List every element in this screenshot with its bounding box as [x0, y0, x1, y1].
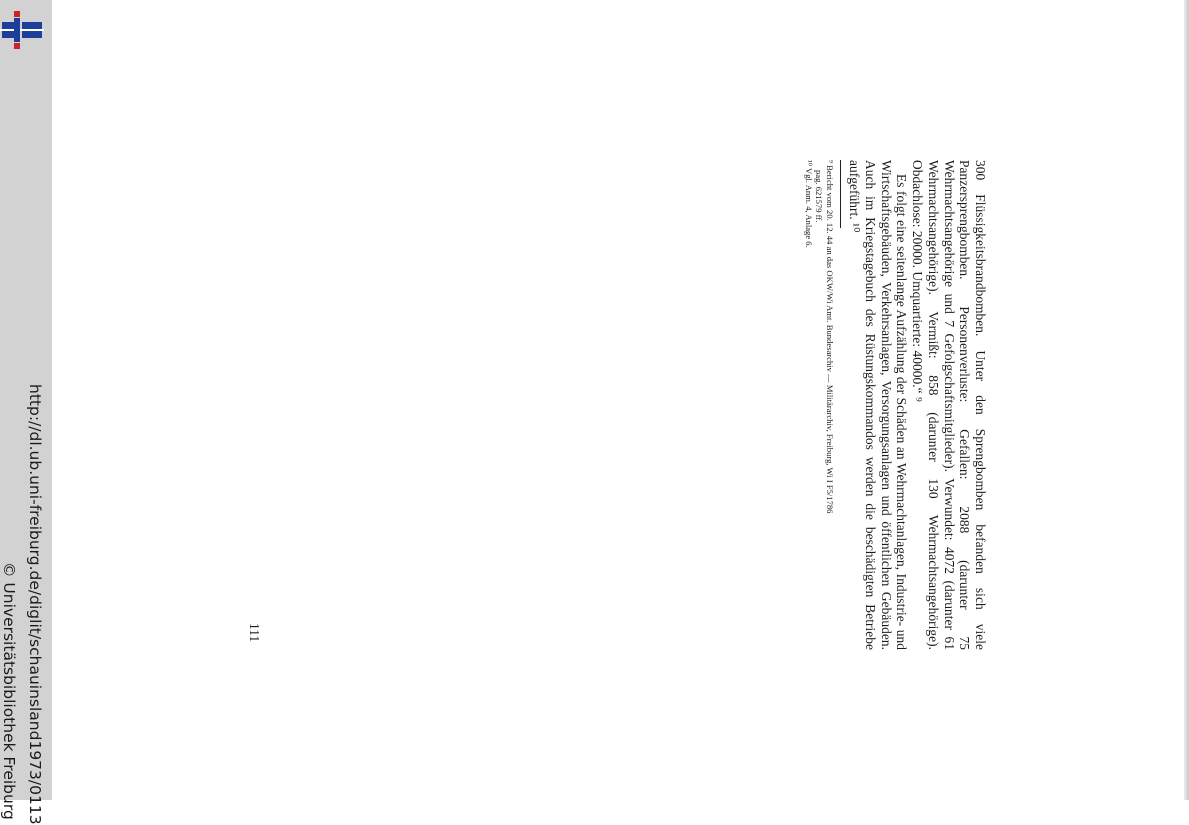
- footnote-9: ⁹ Bericht vom 20. 12. 44 an das OKW/Wi Amt. Bundesarchiv — Militärarchiv, Freiburg, Wi I F5/1786: [824, 160, 835, 514]
- body-paragraph-2: Es folgt eine seitenlange Aufzählung der Schäden an Wehrmachtanlagen, Industrie- und Wirtschaftsgebäuden, Verkehrsanlagen, Versorgungsanlagen und öffentlichen Gebäuden. Auch im Kriegstagebuch des Rüstungskommandos werden die beschädigten Betriebe aufgeführt. ¹⁰: [847, 160, 910, 650]
- page-edge: [1184, 0, 1189, 800]
- page-number: 111: [247, 623, 262, 643]
- watermark: [0, 0, 52, 825]
- footnote-10: ¹⁰ Vgl. Anm. 4, Anlage 6.: [803, 160, 814, 248]
- footnote-9-continued: pag. 621579 ff.: [814, 170, 825, 223]
- footnote-divider: [840, 160, 841, 228]
- watermark-copyright: © Universitätsbibliothek Freiburg: [0, 562, 18, 820]
- watermark-url: http://dl.ub.uni-freiburg.de/diglit/schauinsland1973/0113: [26, 384, 44, 825]
- body-paragraph-1: 300 Flüssigkeitsbrandbomben. Unter den Sprengbomben befanden sich viele Panzersprengbomben. Personenverluste: Gefallen: 2088 (darunter 75 Wehrmachtsangehörige und 7 Gefolgschaftsmitglieder). Verwundet: 4072 (darunter 61 Wehrmachtsangehörige). Vermißt: 858 (darunter 130 Wehrmachtsangehörige). Obdachlose: 20000. Umquartierte: 40000.“ ⁹: [910, 160, 988, 650]
- page-text-block: [803, 160, 988, 650]
